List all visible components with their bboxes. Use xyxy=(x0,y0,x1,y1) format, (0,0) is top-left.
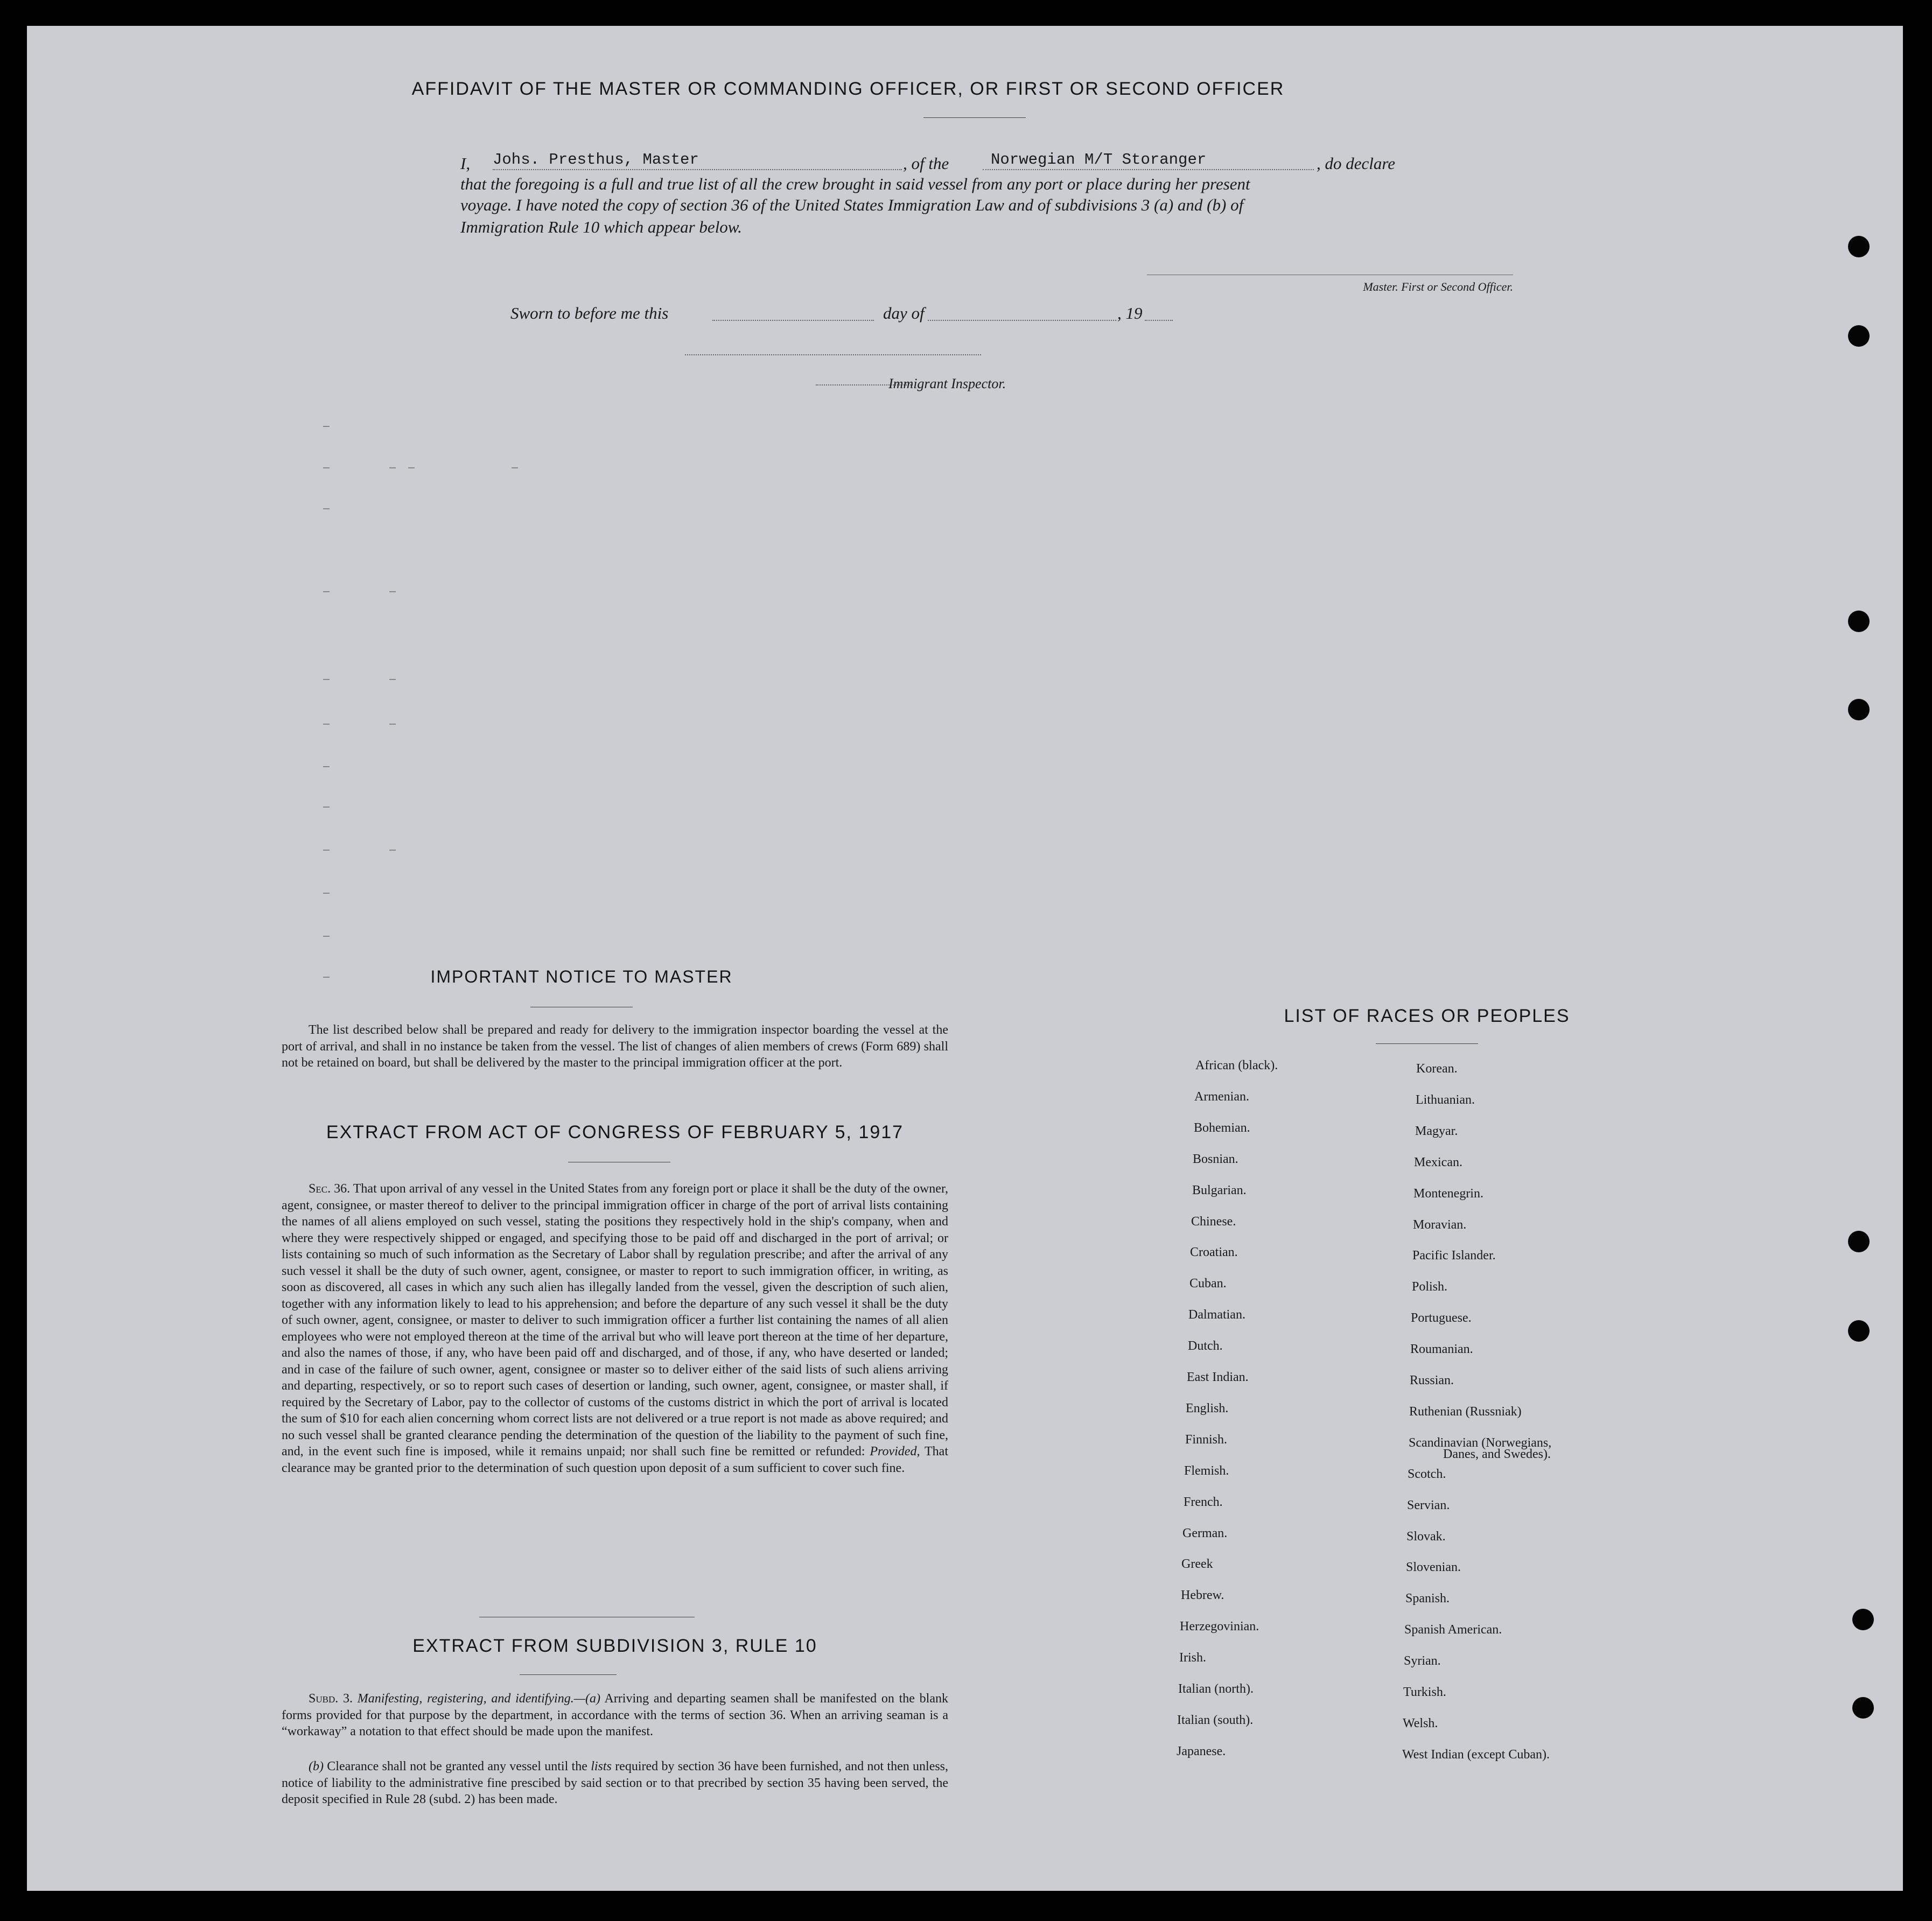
faint-mark xyxy=(323,679,330,680)
day-of-label: day of xyxy=(883,304,925,322)
divider xyxy=(923,117,1026,118)
faint-mark xyxy=(323,936,330,937)
notice-text: The list described below shall be prepared and ready for delivery to the immigration inspector boarding the vessel at the port of arrival, and shall in no instance be taken from the vessel. The list of changes of alien members of crews (Form 689) shall not be retained on board, but shall be delivered by the master to the principal immigration officer at the port. xyxy=(282,1023,948,1070)
binder-hole xyxy=(1852,1609,1874,1630)
race-item: Armenian. xyxy=(1194,1090,1249,1104)
race-item: Slovenian. xyxy=(1406,1560,1461,1574)
binder-hole xyxy=(1848,236,1870,257)
race-item: Syrian. xyxy=(1404,1654,1441,1668)
subd-label: Subd. 3. xyxy=(309,1692,353,1706)
race-item: Slovak. xyxy=(1406,1530,1446,1544)
subd-body-b1: Clearance shall not be granted any vessel until the xyxy=(327,1759,587,1773)
race-item: Ruthenian (Russniak) xyxy=(1409,1405,1522,1419)
race-item: Roumanian. xyxy=(1410,1342,1473,1356)
faint-mark xyxy=(408,467,415,468)
faint-mark xyxy=(389,850,396,851)
sworn-line xyxy=(510,304,1264,325)
race-item: Polish. xyxy=(1412,1280,1448,1294)
binder-hole xyxy=(1848,699,1870,720)
race-item: Irish. xyxy=(1179,1651,1206,1665)
act-title: EXTRACT FROM ACT OF CONGRESS OF FEBRUARY 5, 1917 xyxy=(326,1122,904,1142)
vessel-name: Norwegian M/T Storanger xyxy=(991,151,1207,169)
binder-hole xyxy=(1848,1320,1870,1342)
lists-word: lists xyxy=(591,1759,612,1773)
race-item: Mexican. xyxy=(1414,1155,1462,1169)
race-item: Turkish. xyxy=(1403,1685,1446,1699)
affidavit-title: AFFIDAVIT OF THE MASTER OR COMMANDING OFFICER, OR FIRST OR SECOND OFFICER xyxy=(411,79,1285,99)
race-item: English. xyxy=(1186,1401,1229,1415)
inspector-label: Immigrant Inspector. xyxy=(888,376,1006,391)
subd-heading: Manifesting, registering, and identifying.—(a) xyxy=(357,1692,601,1706)
race-item: Flemish. xyxy=(1184,1464,1229,1478)
race-item: Bohemian. xyxy=(1194,1121,1250,1135)
rule-text-a xyxy=(282,1691,948,1740)
race-item: Moravian. xyxy=(1413,1218,1467,1232)
race-item: Lithuanian. xyxy=(1416,1093,1475,1107)
faint-mark xyxy=(323,426,330,427)
document-sheet xyxy=(27,26,1903,1891)
race-item: Magyar. xyxy=(1415,1124,1458,1138)
faint-mark xyxy=(323,467,330,468)
races-title: LIST OF RACES OR PEOPLES xyxy=(1284,1006,1570,1026)
faint-mark xyxy=(323,766,330,767)
faint-mark xyxy=(512,467,518,468)
race-item: Servian. xyxy=(1407,1498,1450,1512)
fill-line xyxy=(928,320,1116,321)
race-item: Hebrew. xyxy=(1181,1588,1224,1602)
rule-text-b xyxy=(282,1758,948,1808)
notice-title: IMPORTANT NOTICE TO MASTER xyxy=(430,967,733,986)
race-item: African (black). xyxy=(1195,1058,1278,1072)
race-item: Bosnian. xyxy=(1193,1152,1238,1166)
affidavit-line-1 xyxy=(460,151,1537,172)
faint-mark xyxy=(389,591,396,592)
provided-word: Provided, xyxy=(870,1445,920,1459)
divider xyxy=(520,1674,617,1675)
race-item: Scotch. xyxy=(1408,1467,1446,1481)
subd-body-b2: required by section 36 have been furnished, and not then unless, notice of liability to the administrative fine prescibed by said section or to that precribed by section 35 having been served, the deposit specified in Rule 28 (subd. 2) has been made. xyxy=(282,1759,949,1806)
race-item: German. xyxy=(1182,1526,1228,1540)
faint-mark xyxy=(323,591,330,592)
affidavit-line-3: voyage. I have noted the copy of section 36 of the United States Immigration Law and of subdivisions 3 (a) and (b) of xyxy=(460,195,1244,214)
of-the-label: , of the xyxy=(903,154,949,173)
faint-mark xyxy=(389,724,396,725)
rule-title: EXTRACT FROM SUBDIVISION 3, RULE 10 xyxy=(412,1636,817,1656)
binder-hole xyxy=(1848,1231,1870,1252)
act-body-end: That clearance may be granted prior to the determination of such question upon deposit of a sum sufficient to cover such fine. xyxy=(282,1445,948,1475)
i-label: I, xyxy=(460,154,471,173)
race-item: French. xyxy=(1184,1495,1223,1509)
race-item: Chinese. xyxy=(1191,1215,1236,1229)
binder-hole xyxy=(1848,611,1870,632)
do-declare-label: , do declare xyxy=(1317,154,1396,173)
race-item: Spanish American. xyxy=(1404,1623,1502,1637)
faint-mark xyxy=(323,807,330,808)
affidavit-line-4: Immigration Rule 10 which appear below. xyxy=(460,218,742,236)
divider xyxy=(1376,1043,1478,1044)
master-name: Johs. Presthus, Master xyxy=(493,151,699,169)
binder-hole xyxy=(1852,1697,1874,1719)
fill-line xyxy=(493,169,902,170)
race-item: Japanese. xyxy=(1177,1744,1226,1758)
faint-mark xyxy=(323,893,330,894)
faint-mark xyxy=(323,508,330,509)
faint-mark xyxy=(389,679,396,680)
affidavit-line-2: that the foregoing is a full and true list of all the crew brought in said vessel from any port or place during her present xyxy=(460,174,1250,193)
race-item: Spanish. xyxy=(1405,1592,1450,1605)
fill-line xyxy=(983,169,1314,170)
race-item: Herzegovinian. xyxy=(1180,1619,1259,1633)
sworn-label: Sworn to before me this xyxy=(510,304,669,322)
act-text xyxy=(282,1181,948,1476)
race-item: Montenegrin. xyxy=(1413,1187,1483,1201)
race-item: Russian. xyxy=(1410,1373,1454,1387)
binder-hole xyxy=(1848,325,1870,347)
race-item: Pacific Islander. xyxy=(1412,1249,1496,1263)
race-item: Greek xyxy=(1181,1557,1213,1571)
race-item: Italian (south). xyxy=(1177,1713,1254,1727)
act-body: That upon arrival of any vessel in the United States from any foreign port or place it shall be the duty of the owner, agent, consignee, or master thereof to deliver to the principal immigration officer in charge of the port of arrival lists containing the names of all aliens employed on such vessel, stating the positions they respectively hold in the ship's company, when and where they were respectively shipped or engaged, and specifying those to be paid off and discharged in the port of arrival; or lists containing so much of such information as the Secretary of Labor shall by regulation prescribe; and after the arrival of any such vessel it shall be the duty of such owner, agent, consignee, or master to report to such immigration officer, in writing, as soon as discovered, all cases in which any such alien has illegally landed from the vessel, given the description of such alien, together with any information likely to lead to his apprehension; and before the departure of any such vessel it shall be the duty of such owner, agent, consignee, or master to deliver to such immigration officer a further list containing the names of all alien employees who were not employed thereon at the time of the arrival but who will leave port thereon at the time of her departure, and also the names of those, if any, who have been paid off and discharged, and of those, if any, who have deserted or landed; and in case of the failure of such owner, agent, consignee or master so to deliver either of the said lists of such aliens arriving and departing, respectively, or so to report such cases of desertion or landing, such owner, agent, consignee, or master shall, if required by the Secretary of Labor, pay to the collector of customs of the customs district in which the port of arrival is located the sum of $10 for each alien concerning whom correct lists are not delivered or a true report is not made as above required; and no such vessel shall be granted clearance pending the determination of the question of the liability to the payment of such fine, and, in the event such fine is imposed, while it remains unpaid; nor shall such fine be remitted or refunded: xyxy=(282,1182,948,1459)
race-item: West Indian (except Cuban). xyxy=(1402,1748,1550,1762)
fill-line xyxy=(1145,320,1173,321)
race-item: Portuguese. xyxy=(1411,1311,1472,1325)
race-item: East Indian. xyxy=(1187,1370,1249,1384)
race-item: Croatian. xyxy=(1190,1245,1238,1259)
race-item: Korean. xyxy=(1416,1062,1458,1076)
subd-body-a: Arriving and departing seamen shall be manifested on the blank forms provided for that purpose by the department, in accordance with the terms of section 36. When an arriving seaman is a “workaway” a notation to that effect should be made upon the manifest. xyxy=(282,1692,948,1738)
race-item: Scandinavian (Norwegians, xyxy=(1409,1436,1552,1450)
b-label: (b) xyxy=(309,1759,324,1773)
signature-label: Master. First or Second Officer. xyxy=(1363,280,1513,293)
inspector-signature-line xyxy=(685,354,981,355)
race-item: Finnish. xyxy=(1185,1433,1228,1447)
race-item-cont: Danes, and Swedes). xyxy=(1443,1447,1551,1461)
faint-mark xyxy=(389,467,396,468)
race-item: Bulgarian. xyxy=(1192,1183,1247,1197)
race-item: Cuban. xyxy=(1189,1277,1227,1291)
sec-label: Sec. 36. xyxy=(309,1182,351,1196)
year-label: , 19 xyxy=(1117,304,1143,322)
fill-line xyxy=(712,320,874,321)
race-item: Italian (north). xyxy=(1178,1682,1254,1696)
faint-mark xyxy=(323,724,330,725)
faint-mark xyxy=(323,850,330,851)
race-item: Dalmatian. xyxy=(1188,1308,1245,1322)
race-item: Dutch. xyxy=(1188,1339,1223,1353)
race-item: Welsh. xyxy=(1403,1716,1438,1730)
